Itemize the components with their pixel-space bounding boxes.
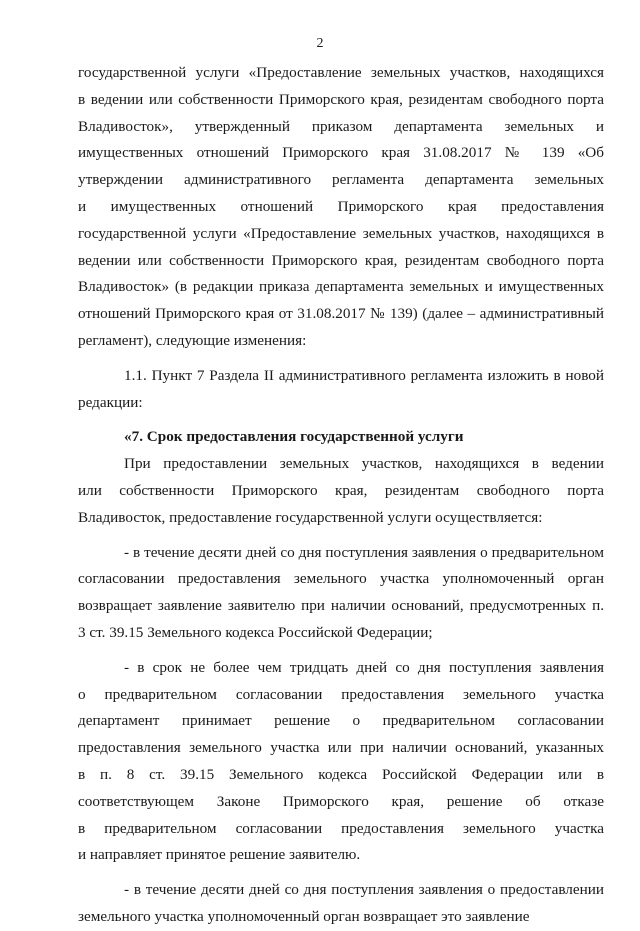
- paragraph-heading: [78, 424, 604, 451]
- text-line: регламент), следующие изменения:: [78, 331, 307, 349]
- paragraph-item-1-1: [78, 363, 604, 417]
- text-line: департамент принимает решение о предварительном согласовании: [78, 712, 604, 730]
- text-line: Владивосток», утвержденный приказом департамента земельных и: [78, 117, 604, 135]
- text-line: - в течение десяти дней со дня поступления заявления о предварительном: [124, 543, 604, 561]
- text-line: - в срок не более чем тридцать дней со дня поступления заявления: [124, 658, 604, 676]
- text-line: соответствующем Законе Приморского края, решение об отказе: [78, 792, 604, 810]
- text-line: Владивосток, предоставление государственной услуги осуществляется:: [78, 508, 543, 526]
- text-line: государственной услуги «Предоставление земельных участков, находящихся: [78, 64, 604, 81]
- text-line: государственной услуги «Предоставление земельных участков, находящихся в: [78, 224, 604, 242]
- text-line: - в течение десяти дней со дня поступления заявления о предоставлении: [124, 881, 604, 899]
- page-number: 2: [316, 36, 324, 51]
- paragraph-bullet-2: [78, 655, 604, 869]
- text-line: и имущественных отношений Приморского края предоставления: [78, 197, 604, 215]
- text-line: утверждении административного регламента департамента земельных: [78, 171, 604, 189]
- text-line: Владивосток» (в редакции приказа департамента земельных и имущественных: [78, 278, 604, 296]
- paragraph-gap: [78, 647, 604, 655]
- paragraph-para-srok: [78, 451, 604, 531]
- text-line: При предоставлении земельных участков, находящихся в ведении: [124, 455, 604, 473]
- paragraph-intro: [78, 60, 604, 355]
- text-line: согласовании предоставления земельного участка уполномоченный орган: [78, 570, 604, 588]
- text-line: «7. Срок предоставления государственной услуги: [124, 428, 464, 446]
- text-line: имущественных отношений Приморского края 31.08.2017 № 139 «Об: [78, 144, 604, 162]
- text-line: и направляет принятое решение заявителю.: [78, 846, 361, 864]
- paragraph-bullet-1: [78, 540, 604, 647]
- text-line: 1.1. Пункт 7 Раздела II административного регламента изложить в новой: [124, 366, 604, 384]
- text-line: в п. 8 ст. 39.15 Земельного кодекса Российской Федерации или в: [78, 765, 604, 783]
- text-line: редакции:: [78, 393, 143, 411]
- text-line: о предварительном согласовании предоставления земельного участка: [78, 685, 604, 703]
- text-line: отношений Приморского края от 31.08.2017 № 139) (далее – административный: [78, 305, 604, 323]
- text-line: предоставления земельного участка или при наличии оснований, указанных: [78, 739, 604, 757]
- paragraph-bullet-3: [78, 877, 604, 931]
- paragraph-gap: [78, 532, 604, 540]
- text-line: в предварительном согласовании предоставления земельного участка: [78, 819, 604, 837]
- text-line: в ведении или собственности Приморского края, резидентам свободного порта: [78, 90, 604, 108]
- paragraph-gap: [78, 869, 604, 877]
- document-body: [78, 60, 604, 931]
- text-line: 3 ст. 39.15 Земельного кодекса Российской Федерации;: [78, 623, 433, 641]
- paragraph-gap: [78, 355, 604, 363]
- paragraph-gap: [78, 416, 604, 424]
- text-line: возвращает заявление заявителю при наличии оснований, предусмотренных п.: [78, 597, 604, 615]
- text-line: земельного участка уполномоченный орган возвращает это заявление: [78, 907, 530, 925]
- text-line: или собственности Приморского края, резидентам свободного порта: [78, 481, 604, 499]
- text-line: ведении или собственности Приморского края, резидентам свободного порта: [78, 251, 604, 269]
